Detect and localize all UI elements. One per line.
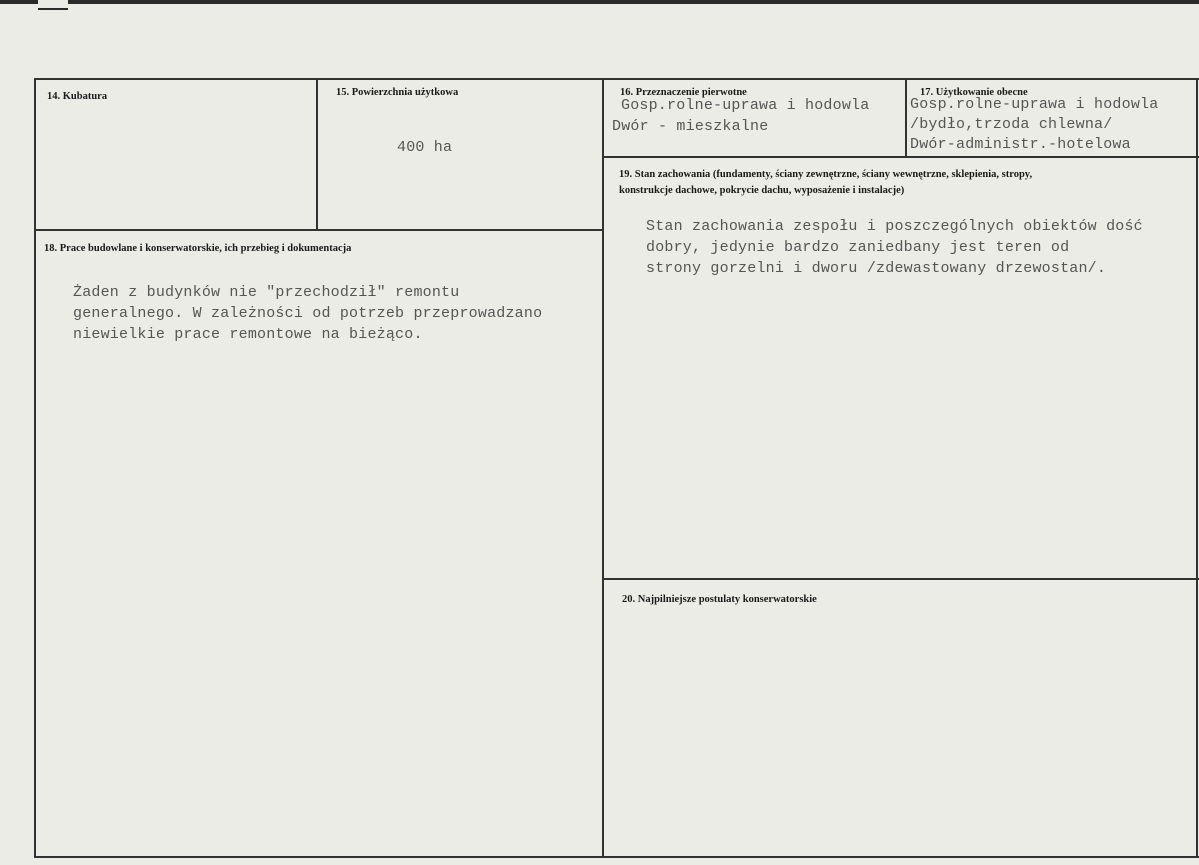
field-18-label: 18. Prace budowlane i konserwatorskie, ich przebieg i dokumentacja <box>44 243 352 254</box>
field-20-label: 20. Najpilniejsze postulaty konserwatorskie <box>622 594 817 605</box>
field-19-label-line-1: 19. Stan zachowania (fundamenty, ściany zewnętrzne, ściany wewnętrzne, sklepienia, stropy, <box>619 169 1033 180</box>
field-14-label: 14. Kubatura <box>47 91 108 102</box>
row-divider-mid-left <box>34 229 604 231</box>
field-17-line-3: Dwór-administr.-hotelowa <box>910 136 1131 153</box>
field-17-line-2: /bydło,trzoda chlewna/ <box>910 116 1113 133</box>
field-17-line-1: Gosp.rolne-uprawa i hodowla <box>910 96 1159 113</box>
field-16-line-1: Gosp.rolne-uprawa i hodowla <box>621 97 870 114</box>
row-divider-lower-right <box>603 578 1199 580</box>
col-divider-left-edge <box>34 78 36 858</box>
field-18-line-1: Żaden z budynków nie "przechodził" remontu <box>73 284 460 301</box>
field-19-line-1: Stan zachowania zespołu i poszczególnych obiektów dość <box>646 218 1143 235</box>
field-17-label: 17. Użytkowanie obecne <box>920 87 1028 98</box>
top-border <box>0 0 1199 4</box>
field-19-line-2: dobry, jedynie bardzo zaniedbany jest teren od <box>646 239 1070 256</box>
col-divider-center <box>602 78 604 858</box>
field-15-label: 15. Powierzchnia użytkowa <box>336 87 459 98</box>
col-divider-right-edge <box>1196 78 1198 858</box>
col-divider-15 <box>316 78 318 230</box>
field-16-label: 16. Przeznaczenie pierwotne <box>620 87 747 98</box>
top-notch <box>38 0 68 10</box>
col-divider-17 <box>905 78 907 157</box>
field-19-label-line-2: konstrukcje dachowe, pokrycie dachu, wyposażenie i instalacje) <box>619 185 905 196</box>
field-18-line-2: generalnego. W zależności od potrzeb przeprowadzano <box>73 305 543 322</box>
field-18-line-3: niewielkie prace remontowe na bieżąco. <box>73 326 423 343</box>
field-16-line-2: Dwór - mieszkalne <box>612 118 769 135</box>
row-divider-mid-right <box>603 156 1199 158</box>
row-divider-top <box>34 78 1199 80</box>
field-15-value: 400 ha <box>397 139 453 156</box>
field-19-line-3: strony gorzelni i dworu /zdewastowany drzewostan/. <box>646 260 1107 277</box>
row-divider-bottom <box>34 856 1199 858</box>
